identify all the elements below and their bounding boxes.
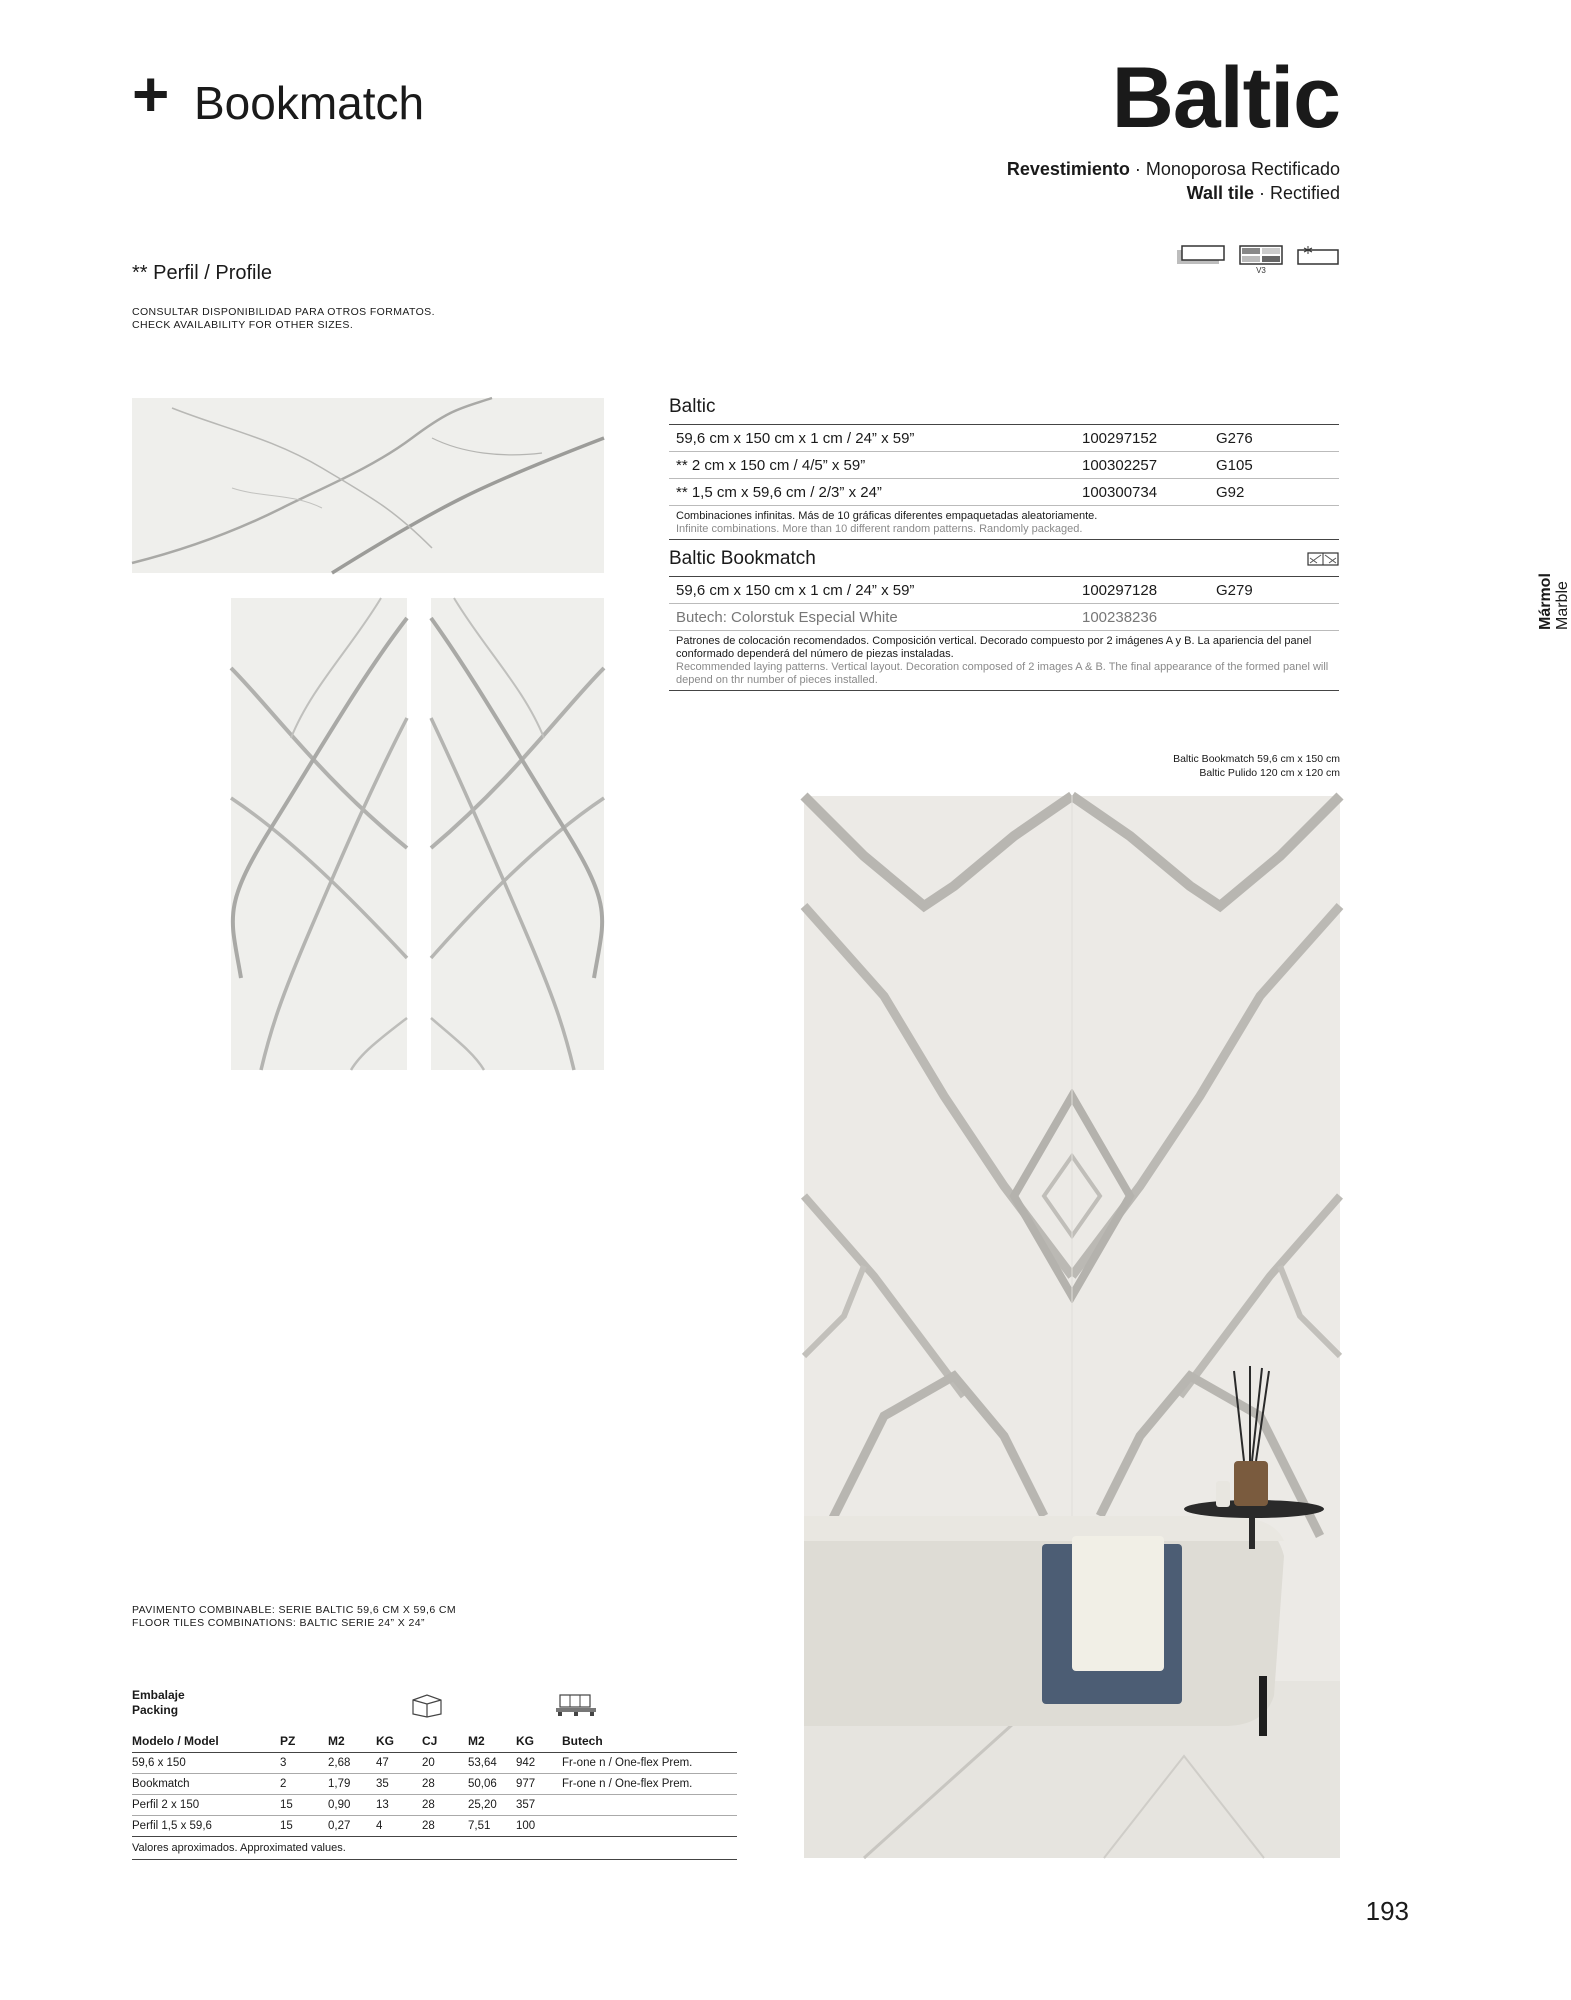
subtitle-en: [1187, 184, 1340, 202]
category-es: Mármol: [1537, 573, 1554, 630]
bookmatch-table-title: [669, 548, 1339, 577]
col-butech: Butech: [562, 1728, 737, 1753]
ref-cell: G105: [1216, 456, 1253, 474]
cell: 28: [422, 1816, 468, 1837]
profile-title: ** Perfil / Profile: [132, 262, 273, 284]
col-pz: PZ: [280, 1728, 328, 1753]
col-m2-box: M2: [328, 1728, 376, 1753]
pallet-icon: [554, 1692, 598, 1718]
cell: 942: [516, 1753, 562, 1774]
code-cell: 100300734: [1082, 483, 1158, 501]
feature-icons: [1176, 244, 1340, 274]
size-cell: 59,6 cm x 150 cm x 1 cm / 24” x 59”: [676, 429, 915, 447]
butech-row: [669, 604, 1339, 631]
cell: 53,64: [468, 1753, 516, 1774]
baltic-table-title-text: Baltic: [669, 396, 716, 417]
subtitle-es: [1007, 160, 1340, 178]
cell: [562, 1816, 737, 1837]
subtitle-en-rest: · Rectified: [1253, 183, 1340, 203]
cell: [562, 1795, 737, 1816]
floor-note-es: PAVIMENTO COMBINABLE: SERIE BALTIC 59,6 CM X 59,6 CM: [132, 1604, 457, 1616]
rectified-edge-icon: [1296, 244, 1340, 268]
cell: Fr-one n / One-flex Prem.: [562, 1753, 737, 1774]
photo-caption-line1: Baltic Bookmatch 59,6 cm x 150 cm: [1173, 753, 1340, 765]
cell: Fr-one n / One-flex Prem.: [562, 1774, 737, 1795]
ref-cell: G276: [1216, 429, 1253, 447]
subtitle-es-bold: Revestimiento: [1006, 159, 1130, 179]
table-row: [132, 1816, 737, 1837]
bookmatch-tile-b-image: [431, 598, 604, 1070]
page-number: 193: [1365, 1896, 1409, 1926]
profile-tile-image: [132, 398, 604, 573]
cell: 2,68: [328, 1753, 376, 1774]
packing-header: [132, 1682, 737, 1718]
packing-footnote: Valores aproximados. Approximated values.: [132, 1837, 737, 1860]
butech-label: Butech: Colorstuk Especial White: [676, 608, 898, 626]
col-kg-pallet: KG: [516, 1728, 562, 1753]
note-en: Recommended laying patterns. Vertical layout. Decoration composed of 2 images A & B. The final appearance of the formed panel will depend on thr number of pieces installed.: [676, 661, 1329, 686]
cell: 50,06: [468, 1774, 516, 1795]
table-row: [132, 1795, 737, 1816]
table-row: [669, 479, 1339, 506]
bookmatch-table-title-text: Baltic Bookmatch: [669, 548, 816, 569]
subtitle-es-rest: · Monoporosa Rectificado: [1129, 159, 1340, 179]
size-cell: ** 1,5 cm x 59,6 cm / 2/3” x 24”: [676, 483, 882, 501]
availability-note: [132, 306, 435, 332]
subtitle-en-bold: Wall tile: [1186, 183, 1254, 203]
cell: Perfil 1,5 x 59,6: [132, 1816, 280, 1837]
col-model: Modelo / Model: [132, 1728, 280, 1753]
photo-caption: [1173, 752, 1340, 780]
table-row: [132, 1774, 737, 1795]
category-en: Marble: [1554, 581, 1571, 630]
col-kg-box: KG: [376, 1728, 422, 1753]
note-en: Infinite combinations. More than 10 different random patterns. Randomly packaged.: [676, 523, 1083, 535]
cell: 7,51: [468, 1816, 516, 1837]
table-row: [132, 1753, 737, 1774]
wall-tile-icon: [1176, 244, 1226, 268]
size-cell: ** 2 cm x 150 cm / 4/5” x 59”: [676, 456, 866, 474]
shade-variation-icon: [1238, 244, 1284, 274]
code-cell: 100297152: [1082, 429, 1158, 447]
baltic-table-title: [669, 396, 1339, 425]
cell: 4: [376, 1816, 422, 1837]
code-cell: 100302257: [1082, 456, 1158, 474]
cell: Bookmatch: [132, 1774, 280, 1795]
cell: 15: [280, 1816, 328, 1837]
box-icon: [410, 1692, 444, 1718]
cell: 20: [422, 1753, 468, 1774]
col-cj: CJ: [422, 1728, 468, 1753]
note-es: Patrones de colocación recomendados. Composición vertical. Decorado compuesto por 2 imágenes A y B. La apariencia del panel conformado dependerá del número de piezas instaladas.: [676, 635, 1312, 660]
cell: 2: [280, 1774, 328, 1795]
packing-header-row: [132, 1728, 737, 1753]
note-es: Combinaciones infinitas. Más de 10 gráficas diferentes empaquetadas aleatoriamente.: [676, 510, 1098, 522]
baltic-table-note: [669, 506, 1339, 540]
col-m2-pallet: M2: [468, 1728, 516, 1753]
cell: Perfil 2 x 150: [132, 1795, 280, 1816]
category-side-label: [1537, 560, 1571, 630]
packing-table: [132, 1728, 737, 1837]
ref-cell: G279: [1216, 581, 1253, 599]
bathroom-ambience-photo: [804, 796, 1340, 1858]
cell: 13: [376, 1795, 422, 1816]
baltic-product-table: [669, 396, 1339, 540]
cell: 28: [422, 1774, 468, 1795]
table-row: [669, 452, 1339, 479]
packing-label-es: Embalaje: [132, 1688, 185, 1702]
bookmatch-tile-a-image: [231, 598, 407, 1070]
table-row: [669, 425, 1339, 452]
page-title: Baltic: [1111, 50, 1340, 146]
butech-code: 100238236: [1082, 608, 1158, 626]
cell: 100: [516, 1816, 562, 1837]
packing-label: [132, 1688, 282, 1718]
cell: 977: [516, 1774, 562, 1795]
cell: 59,6 x 150: [132, 1753, 280, 1774]
code-cell: 100297128: [1082, 581, 1158, 599]
floor-note-en: FLOOR TILES COMBINATIONS: BALTIC SERIE 24” X 24”: [132, 1617, 425, 1629]
table-row: [669, 577, 1339, 604]
cell: 0,27: [328, 1816, 376, 1837]
cell: 0,90: [328, 1795, 376, 1816]
cell: 15: [280, 1795, 328, 1816]
shade-label: V3: [1256, 266, 1266, 275]
bookmatch-table-note: [669, 631, 1339, 691]
cell: 28: [422, 1795, 468, 1816]
ref-cell: G92: [1216, 483, 1245, 501]
bookmatch-pattern-icon: [1307, 552, 1339, 566]
cell: 1,79: [328, 1774, 376, 1795]
series-name: Bookmatch: [194, 77, 425, 129]
cell: 47: [376, 1753, 422, 1774]
availability-note-es: CONSULTAR DISPONIBILIDAD PARA OTROS FORMATOS.: [132, 306, 435, 318]
packing-section: [132, 1682, 737, 1860]
photo-caption-line2: Baltic Pulido 120 cm x 120 cm: [1199, 767, 1340, 779]
size-cell: 59,6 cm x 150 cm x 1 cm / 24” x 59”: [676, 581, 915, 599]
bookmatch-product-table: [669, 548, 1339, 691]
availability-note-en: CHECK AVAILABILITY FOR OTHER SIZES.: [132, 319, 354, 331]
cell: 35: [376, 1774, 422, 1795]
packing-label-en: Packing: [132, 1703, 179, 1717]
plus-icon: +: [132, 58, 170, 130]
cell: 357: [516, 1795, 562, 1816]
floor-combination-note: [132, 1604, 456, 1630]
cell: 25,20: [468, 1795, 516, 1816]
cell: 3: [280, 1753, 328, 1774]
